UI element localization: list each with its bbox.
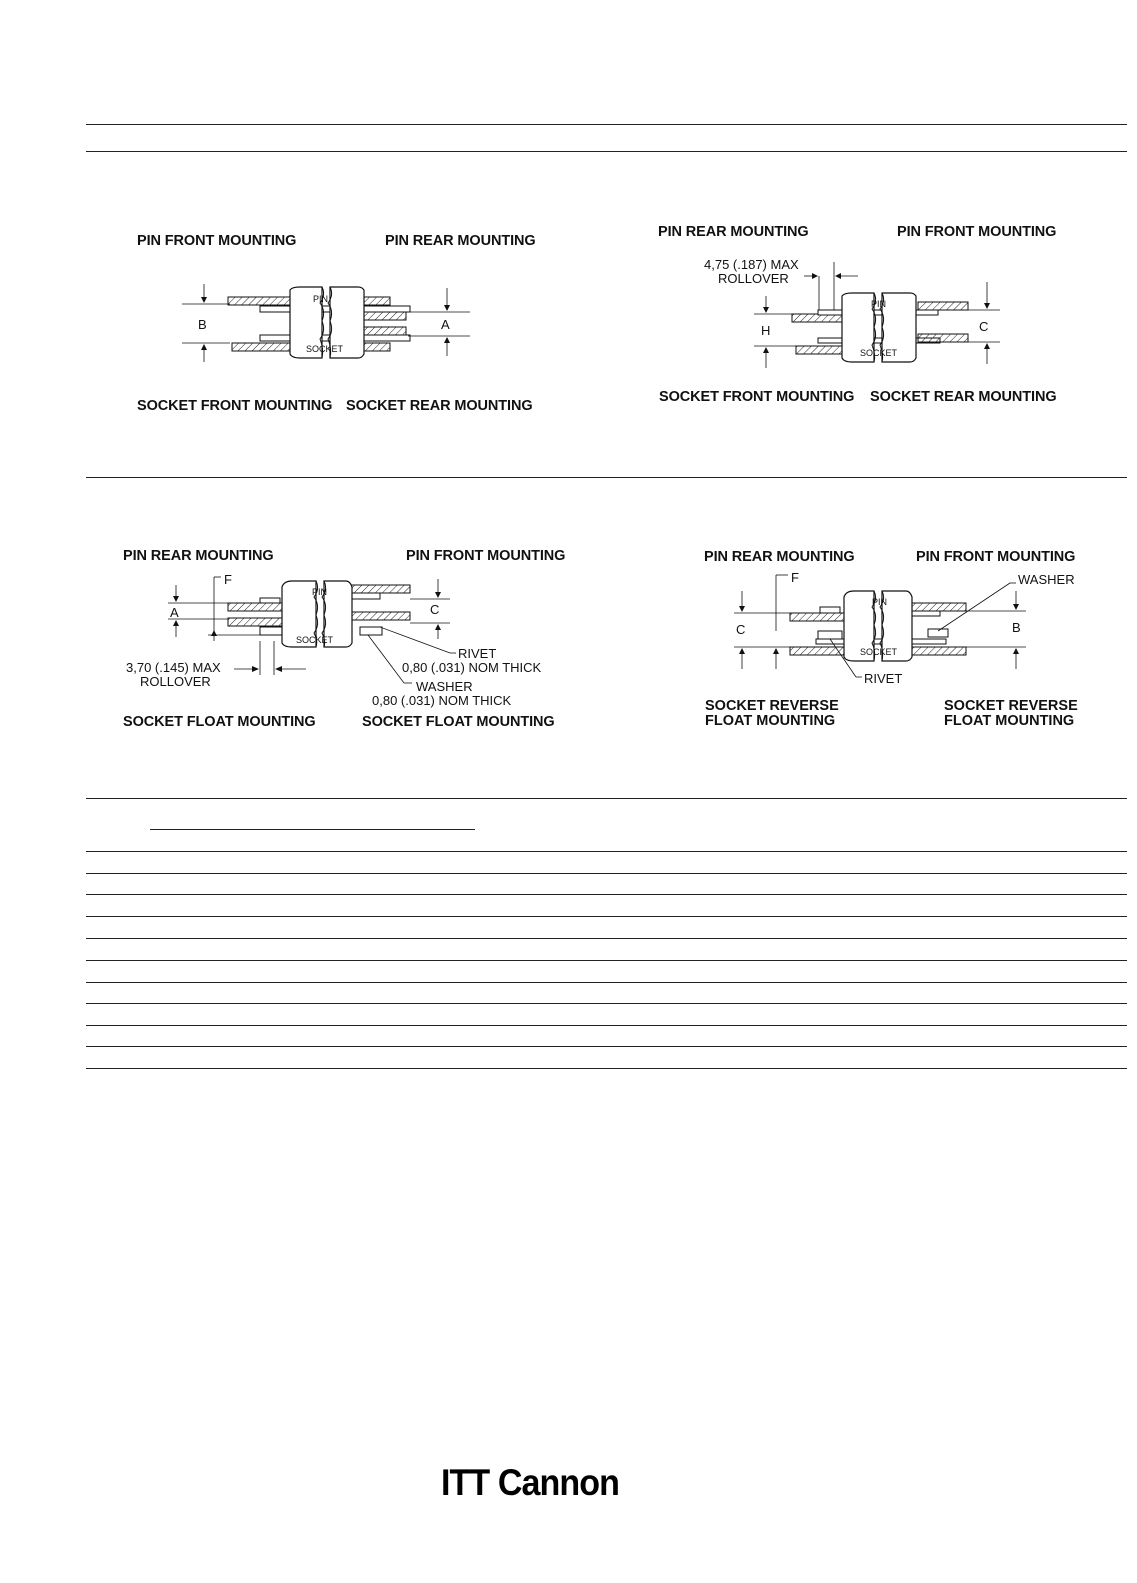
table-row-rule xyxy=(86,1046,1127,1047)
fig1-socket-tag: SOCKET xyxy=(306,344,344,354)
fig3-label-socket-float-right: SOCKET FLOAT MOUNTING xyxy=(362,714,555,730)
fig2-label-socket-front: SOCKET FRONT MOUNTING xyxy=(659,389,855,405)
fig3-socket-tag: SOCKET xyxy=(296,635,334,645)
fig4-mounting-diagram xyxy=(720,565,1090,695)
table-row-rule xyxy=(86,960,1127,961)
fig4-dim-b: B xyxy=(1012,620,1021,635)
fig3-dim-c: C xyxy=(430,602,440,617)
fig4-pin-tag: PIN xyxy=(872,597,888,607)
fig4-label-br-line2: FLOAT MOUNTING xyxy=(944,713,1075,729)
fig3-label-socket-float-left: SOCKET FLOAT MOUNTING xyxy=(123,714,316,730)
fig1-mounting-diagram xyxy=(170,270,480,380)
fig2-dim-c: C xyxy=(979,319,989,334)
table-row-rule xyxy=(86,982,1127,983)
fig4-label-bl-line2: FLOAT MOUNTING xyxy=(705,713,836,729)
table-row-rule xyxy=(86,1025,1127,1026)
fig4-label-bl-line1: SOCKET REVERSE xyxy=(705,698,839,714)
fig4-label-pin-front: PIN FRONT MOUNTING xyxy=(916,549,1076,565)
fig4-washer-label: WASHER xyxy=(1018,572,1075,587)
fig3-rivet-thick: 0,80 (.031) NOM THICK xyxy=(402,660,542,675)
fig3-rollover-line1: 3,70 (.145) MAX xyxy=(126,660,221,675)
fig2-label-pin-front: PIN FRONT MOUNTING xyxy=(897,224,1057,240)
fig2-label-socket-rear: SOCKET REAR MOUNTING xyxy=(870,389,1057,405)
fig2-label-pin-rear: PIN REAR MOUNTING xyxy=(658,224,809,240)
fig4-rivet-label: RIVET xyxy=(864,671,903,686)
itt-cannon-logo: ITT Cannon xyxy=(441,1462,619,1503)
fig3-rollover-line2: ROLLOVER xyxy=(140,674,211,689)
fig4-label-br-line1: SOCKET REVERSE xyxy=(944,698,1078,714)
fig3-label-pin-front: PIN FRONT MOUNTING xyxy=(406,548,566,564)
fig3-mounting-diagram xyxy=(120,565,570,715)
fig1-dim-a: A xyxy=(441,317,450,332)
fig3-dim-f: F xyxy=(224,572,232,587)
fig1-label-socket-rear: SOCKET REAR MOUNTING xyxy=(346,398,533,414)
fig2-socket-tag: SOCKET xyxy=(860,348,898,358)
fig2-dim-h: H xyxy=(761,323,771,338)
table-row-rule xyxy=(86,938,1127,939)
fig4-dim-f: F xyxy=(791,570,799,585)
header-rule-bottom xyxy=(86,151,1127,152)
fig4-label-socket-reverse-left xyxy=(705,699,839,729)
table-row-rule xyxy=(86,1068,1127,1069)
fig2-rollover-line1: 4,75 (.187) MAX xyxy=(704,257,799,272)
fig3-rivet-label: RIVET xyxy=(458,646,497,661)
fig3-pin-tag: PIN xyxy=(312,587,328,597)
table-row-rule xyxy=(86,851,1127,852)
header-rule-top xyxy=(86,124,1127,125)
fig3-washer-thick: 0,80 (.031) NOM THICK xyxy=(372,693,512,708)
table-row-rule xyxy=(86,1003,1127,1004)
section-divider-1 xyxy=(86,477,1127,478)
fig4-dim-c: C xyxy=(736,622,746,637)
fig4-label-pin-rear: PIN REAR MOUNTING xyxy=(704,549,855,565)
fig4-socket-tag: SOCKET xyxy=(860,647,898,657)
table-header-underline xyxy=(150,829,475,830)
fig1-dim-b: B xyxy=(198,317,207,332)
fig2-pin-tag: PIN xyxy=(871,299,887,309)
fig2-rollover-line2: ROLLOVER xyxy=(718,271,789,286)
fig2-mounting-diagram xyxy=(700,252,1020,372)
fig3-label-pin-rear: PIN REAR MOUNTING xyxy=(123,548,274,564)
fig1-label-pin-rear: PIN REAR MOUNTING xyxy=(385,233,536,249)
fig1-label-pin-front: PIN FRONT MOUNTING xyxy=(137,233,297,249)
table-row-rule xyxy=(86,916,1127,917)
table-row-rule xyxy=(86,894,1127,895)
fig3-washer-label: WASHER xyxy=(416,679,473,694)
fig3-dim-a: A xyxy=(170,605,179,620)
fig1-label-socket-front: SOCKET FRONT MOUNTING xyxy=(137,398,333,414)
fig1-pin-tag: PIN xyxy=(313,294,329,304)
section-divider-2 xyxy=(86,798,1127,799)
table-row-rule xyxy=(86,873,1127,874)
fig4-label-socket-reverse-right xyxy=(944,699,1078,729)
